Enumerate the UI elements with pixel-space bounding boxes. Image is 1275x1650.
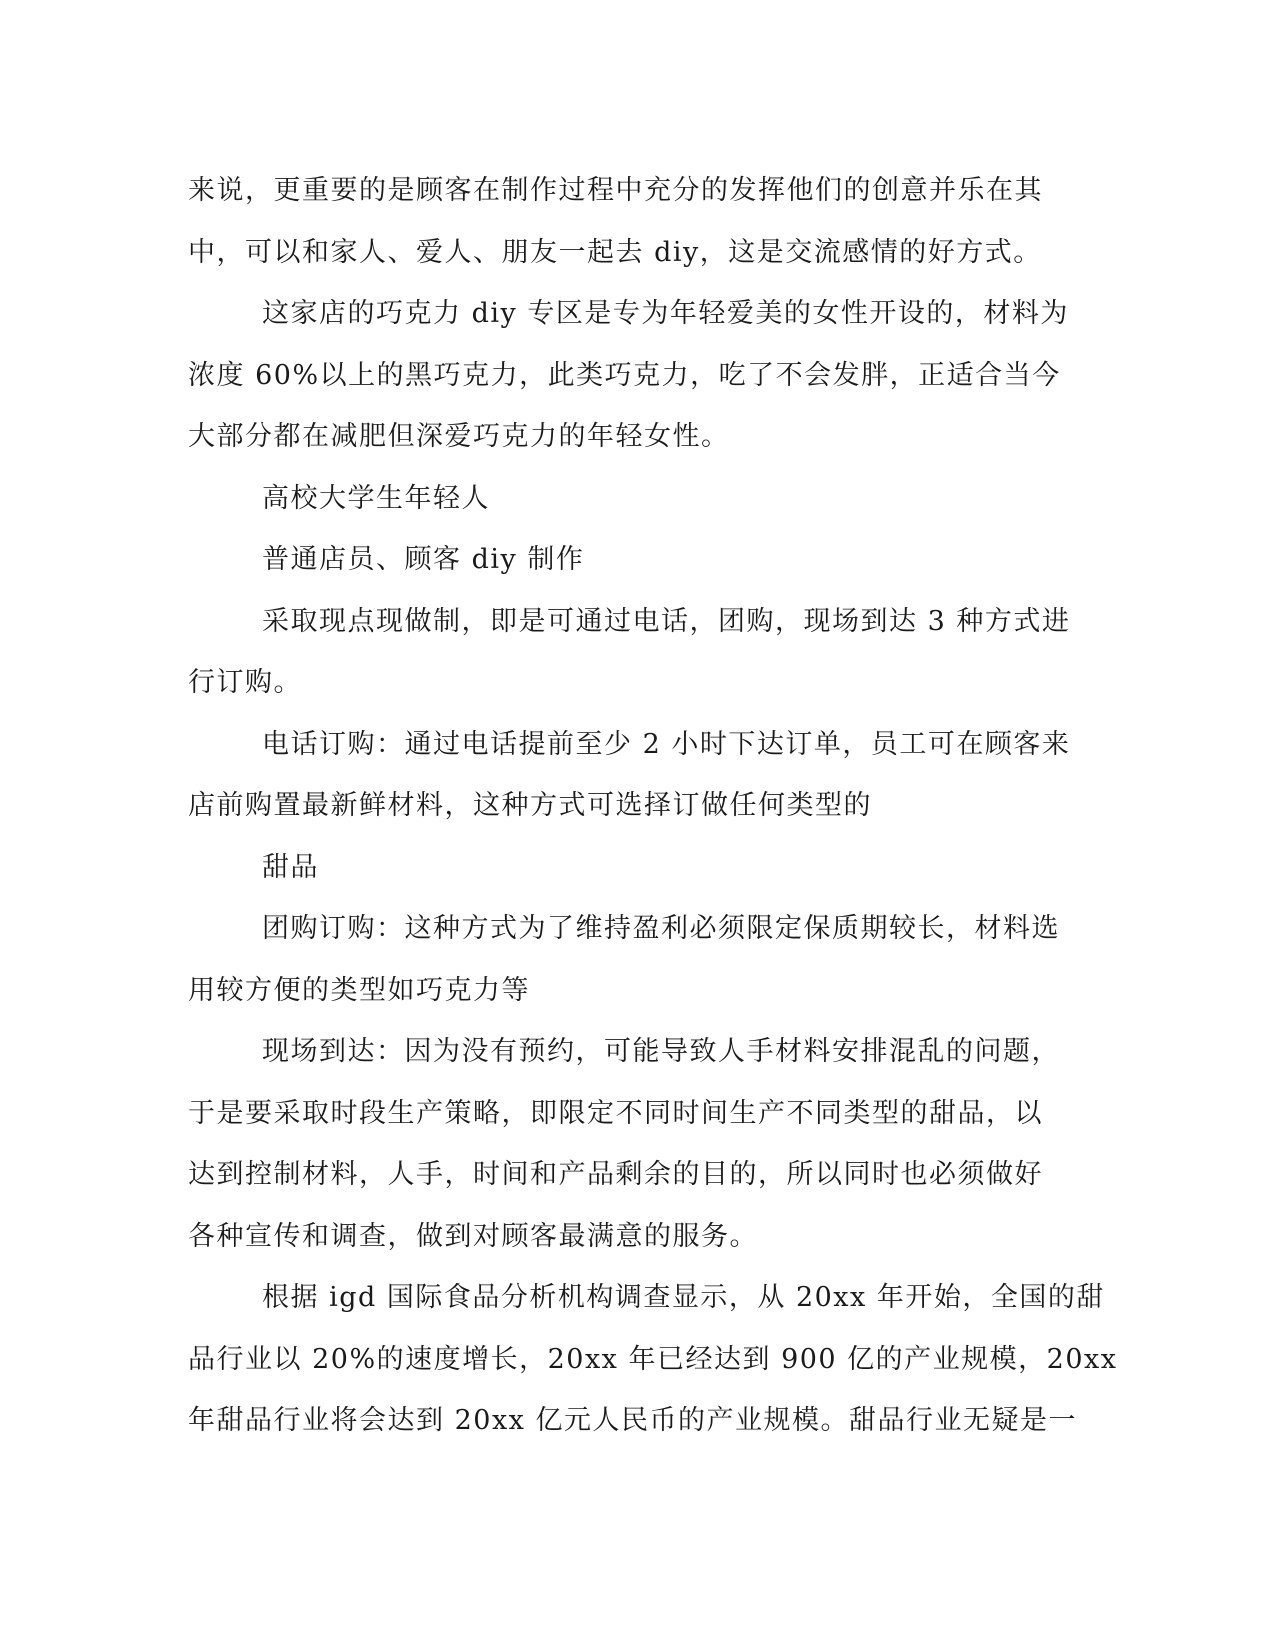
text-line: 店前购置最新鲜材料，这种方式可选择订做任何类型的 xyxy=(188,790,872,821)
text-line: 团购订购：这种方式为了维持盈利必须限定保质期较长，材料选 xyxy=(262,913,1060,944)
document-page xyxy=(188,160,1118,1452)
text-line: 大部分都在减肥但深爱巧克力的年轻女性。 xyxy=(188,421,730,452)
text-line: 达到控制材料，人手，时间和产品剩余的目的，所以同时也必须做好 xyxy=(188,1159,1043,1190)
text-line: 于是要采取时段生产策略，即限定不同时间生产不同类型的甜品，以 xyxy=(188,1097,1043,1129)
text-line: 根据 igd 国际食品分析机构调查显示，从 20xx 年开始，全国的甜 xyxy=(262,1282,1105,1313)
text-line: 各种宣传和调查，做到对顾客最满意的服务。 xyxy=(188,1220,758,1252)
text-line: 高校大学生年轻人 xyxy=(262,482,490,514)
text-line: 这家店的巧克力 diy 专区是专为年轻爱美的女性开设的，材料为 xyxy=(262,298,1069,329)
text-line: 普通店员、顾客 diy 制作 xyxy=(262,544,585,575)
text-line: 品行业以 20%的速度增长，20xx 年已经达到 900 亿的产业规模，20xx xyxy=(188,1343,1118,1375)
text-line: 现场到达：因为没有预约，可能导致人手材料安排混乱的问题， xyxy=(262,1036,1060,1067)
text-line: 浓度 60%以上的黑巧克力，此类巧克力，吃了不会发胖，正适合当今 xyxy=(188,359,1061,391)
text-line: 用较方便的类型如巧克力等 xyxy=(188,974,530,1006)
text-line: 电话订购：通过电话提前至少 2 小时下达订单，员工可在顾客来 xyxy=(262,728,1071,760)
text-line: 来说，更重要的是顾客在制作过程中充分的发挥他们的创意并乐在其 xyxy=(188,175,1043,206)
text-line: 中，可以和家人、爱人、朋友一起去 diy，这是交流感情的好方式。 xyxy=(188,236,1042,268)
document-body xyxy=(188,160,1118,1452)
text-line: 行订购。 xyxy=(188,667,302,698)
text-line: 甜品 xyxy=(262,851,319,883)
text-line: 采取现点现做制，即是可通过电话，团购，现场到达 3 种方式进 xyxy=(262,605,1071,637)
text-line: 年甜品行业将会达到 20xx 亿元人民币的产业规模。甜品行业无疑是一 xyxy=(188,1405,1077,1436)
